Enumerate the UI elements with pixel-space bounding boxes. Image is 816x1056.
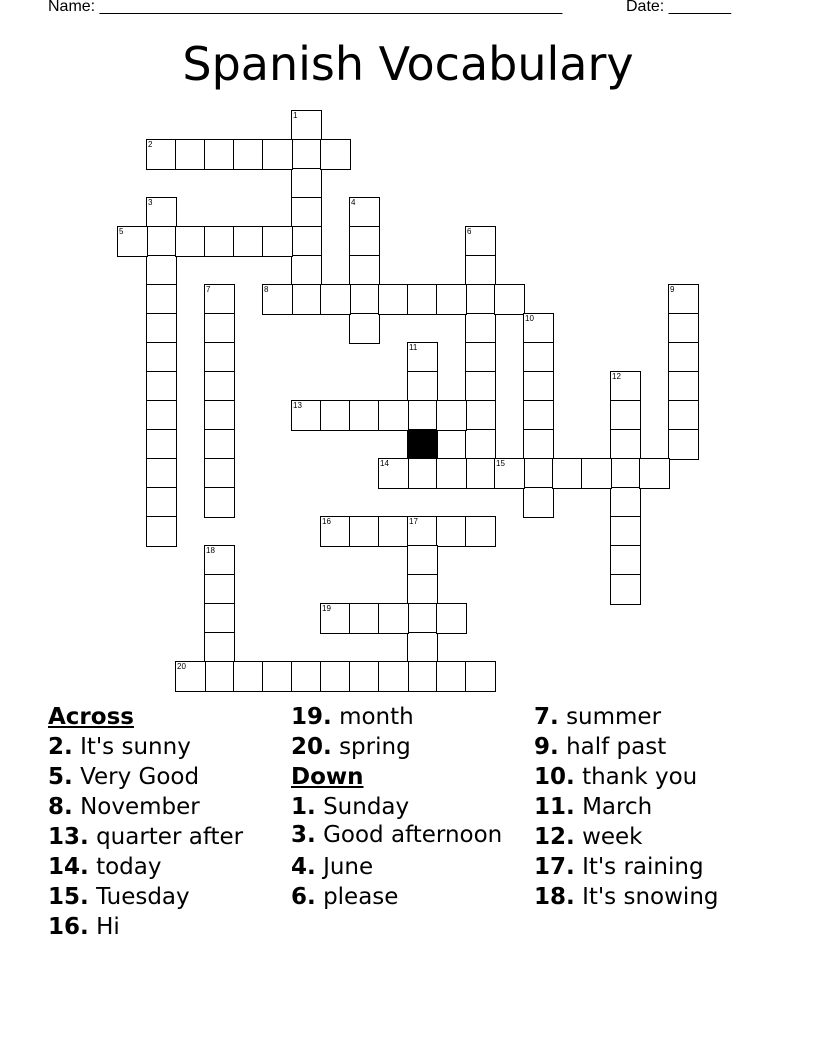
crossword-cell bbox=[291, 255, 322, 286]
crossword-cell bbox=[146, 342, 177, 373]
crossword-cell bbox=[668, 400, 699, 431]
crossword-cell bbox=[204, 342, 235, 373]
clue-text: Sunday bbox=[323, 794, 410, 820]
crossword-cell bbox=[320, 516, 351, 547]
crossword-cell bbox=[146, 516, 177, 547]
cell-number: 4 bbox=[351, 198, 356, 207]
crossword-cell bbox=[262, 284, 293, 315]
clue-text: November bbox=[80, 794, 200, 820]
crossword-cell bbox=[291, 226, 322, 257]
crossword-cell bbox=[407, 400, 438, 431]
crossword-cell bbox=[407, 545, 438, 576]
clue-text: Very Good bbox=[80, 764, 200, 790]
clue-number: 10. bbox=[534, 764, 575, 790]
clue-text: thank you bbox=[582, 764, 698, 790]
crossword-cell bbox=[465, 400, 496, 431]
crossword-cell bbox=[436, 603, 467, 634]
cell-number: 11 bbox=[409, 343, 418, 352]
clue-number: 3. bbox=[291, 822, 316, 848]
clue-number: 4. bbox=[291, 854, 316, 880]
crossword-cell bbox=[436, 400, 467, 431]
crossword-cell bbox=[204, 661, 235, 692]
clue-text: spring bbox=[339, 734, 411, 760]
cell-number: 14 bbox=[380, 459, 389, 468]
crossword-cell bbox=[204, 226, 235, 257]
clue-number: 20. bbox=[291, 734, 332, 760]
crossword-cell bbox=[465, 313, 496, 344]
crossword-cell bbox=[523, 429, 554, 460]
clue-text: Hi bbox=[96, 914, 120, 940]
clue-number: 12. bbox=[534, 824, 575, 850]
clue-text: please bbox=[323, 884, 399, 910]
crossword-cell bbox=[320, 603, 351, 634]
crossword-cell bbox=[465, 371, 496, 402]
down-heading: Down bbox=[291, 764, 364, 790]
crossword-cell bbox=[146, 313, 177, 344]
page-title: Spanish Vocabulary bbox=[182, 37, 634, 91]
clue-down-18 bbox=[534, 882, 804, 912]
clue-number: 15. bbox=[48, 884, 89, 910]
clue-across-15 bbox=[48, 882, 283, 912]
crossword-cell bbox=[117, 226, 148, 257]
crossword-cell bbox=[436, 516, 467, 547]
cell-number: 19 bbox=[322, 604, 331, 613]
crossword-cell bbox=[610, 429, 641, 460]
crossword-cell bbox=[204, 632, 235, 663]
crossword-cell bbox=[291, 284, 322, 315]
clue-down-11 bbox=[534, 792, 804, 822]
crossword-cell bbox=[349, 255, 380, 286]
crossword-cell bbox=[146, 487, 177, 518]
crossword-cell bbox=[291, 110, 322, 141]
crossword-cell bbox=[523, 458, 554, 489]
cell-number: 17 bbox=[409, 517, 418, 526]
crossword-cell bbox=[668, 342, 699, 373]
crossword-cell bbox=[175, 226, 206, 257]
clue-number: 17. bbox=[534, 854, 575, 880]
crossword-cell bbox=[349, 197, 380, 228]
crossword-cell bbox=[233, 139, 264, 170]
crossword-cell bbox=[407, 574, 438, 605]
cell-number: 15 bbox=[496, 459, 505, 468]
clues-column-3 bbox=[534, 702, 804, 912]
crossword-cell bbox=[146, 284, 177, 315]
crossword-cell bbox=[146, 226, 177, 257]
crossword-cell bbox=[204, 458, 235, 489]
crossword-cell bbox=[291, 661, 322, 692]
crossword-cell bbox=[291, 168, 322, 199]
crossword-cell bbox=[204, 284, 235, 315]
crossword-cell bbox=[610, 516, 641, 547]
clues-column-1 bbox=[48, 702, 283, 942]
clue-across-16 bbox=[48, 912, 283, 942]
crossword-cell bbox=[262, 139, 293, 170]
cell-number: 6 bbox=[467, 227, 472, 236]
crossword-cell bbox=[610, 458, 641, 489]
crossword-cell bbox=[378, 400, 409, 431]
crossword-cell bbox=[465, 661, 496, 692]
crossword-cell bbox=[233, 661, 264, 692]
crossword-cell bbox=[523, 313, 554, 344]
crossword-cell bbox=[407, 371, 438, 402]
cell-number: 7 bbox=[206, 285, 211, 294]
crossword-cell bbox=[378, 516, 409, 547]
crossword-cell bbox=[407, 632, 438, 663]
crossword-cell bbox=[349, 661, 380, 692]
crossword-cell bbox=[494, 458, 525, 489]
crossword-cell bbox=[407, 458, 438, 489]
crossword-cell bbox=[320, 661, 351, 692]
clue-down-6 bbox=[291, 882, 521, 912]
date-field-label: Date: _______ bbox=[626, 0, 731, 15]
crossword-cell bbox=[175, 661, 206, 692]
crossword-cell bbox=[349, 516, 380, 547]
crossword-cell bbox=[465, 284, 496, 315]
crossword-cell bbox=[407, 661, 438, 692]
clue-text: quarter after bbox=[96, 824, 244, 850]
cell-number: 2 bbox=[148, 140, 153, 149]
crossword-cell bbox=[349, 313, 380, 344]
cell-number: 16 bbox=[322, 517, 331, 526]
crossword-cell bbox=[233, 226, 264, 257]
crossword-cell bbox=[175, 139, 206, 170]
cell-number: 9 bbox=[670, 285, 675, 294]
crossword-cell bbox=[320, 284, 351, 315]
crossword-cell bbox=[407, 516, 438, 547]
crossword-cell bbox=[610, 400, 641, 431]
cell-number: 5 bbox=[119, 227, 124, 236]
crossword-cell bbox=[523, 342, 554, 373]
crossword-cell bbox=[204, 313, 235, 344]
cell-number: 18 bbox=[206, 546, 215, 555]
clue-across-8 bbox=[48, 792, 283, 822]
cell-number: 12 bbox=[612, 372, 621, 381]
crossword-cell bbox=[610, 371, 641, 402]
crossword-cell bbox=[349, 603, 380, 634]
clue-number: 8. bbox=[48, 794, 73, 820]
crossword-cell bbox=[610, 545, 641, 576]
crossword-cell bbox=[523, 487, 554, 518]
crossword-cell bbox=[581, 458, 612, 489]
crossword-cell bbox=[262, 661, 293, 692]
crossword-cell bbox=[262, 226, 293, 257]
clue-text: Tuesday bbox=[96, 884, 190, 910]
clue-number: 6. bbox=[291, 884, 316, 910]
crossword-cell bbox=[668, 313, 699, 344]
crossword-cell bbox=[465, 226, 496, 257]
crossword-cell bbox=[494, 284, 525, 315]
crossword-cell bbox=[204, 545, 235, 576]
clue-text: It's raining bbox=[582, 854, 704, 880]
crossword-cell bbox=[146, 371, 177, 402]
crossword-cell bbox=[320, 400, 351, 431]
crossword-cell bbox=[407, 603, 438, 634]
crossword-cell bbox=[465, 516, 496, 547]
crossword-cell bbox=[204, 487, 235, 518]
clue-down-10 bbox=[534, 762, 804, 792]
clue-number: 9. bbox=[534, 734, 559, 760]
crossword-cell bbox=[204, 574, 235, 605]
across-heading: Across bbox=[48, 704, 134, 730]
clue-text: June bbox=[323, 854, 374, 880]
crossword-cell bbox=[204, 603, 235, 634]
crossword-cell bbox=[146, 197, 177, 228]
clue-text: It's sunny bbox=[80, 734, 191, 760]
clue-across-2 bbox=[48, 732, 283, 762]
crossword-cell bbox=[146, 139, 177, 170]
crossword-cell bbox=[668, 429, 699, 460]
crossword-cell bbox=[204, 139, 235, 170]
clue-text: month bbox=[339, 704, 414, 730]
crossword-cell bbox=[320, 139, 351, 170]
clue-across-5 bbox=[48, 762, 283, 792]
clue-number: 1. bbox=[291, 794, 316, 820]
crossword-cell bbox=[668, 371, 699, 402]
clue-down-12 bbox=[534, 822, 804, 852]
crossword-cell bbox=[349, 400, 380, 431]
clue-number: 19. bbox=[291, 704, 332, 730]
clue-number: 2. bbox=[48, 734, 73, 760]
clue-number: 11. bbox=[534, 794, 575, 820]
cell-number: 13 bbox=[293, 401, 302, 410]
crossword-cell bbox=[407, 284, 438, 315]
crossword-cell bbox=[436, 458, 467, 489]
cell-number: 3 bbox=[148, 198, 153, 207]
clue-down-7 bbox=[534, 702, 804, 732]
header bbox=[48, 0, 748, 20]
crossword-cell bbox=[378, 661, 409, 692]
cell-number: 10 bbox=[525, 314, 534, 323]
clue-across-20 bbox=[291, 732, 521, 762]
crossword-cell bbox=[639, 458, 670, 489]
crossword-cell bbox=[204, 371, 235, 402]
crossword-cell bbox=[291, 197, 322, 228]
crossword-cell bbox=[349, 226, 380, 257]
crossword-cell bbox=[378, 284, 409, 315]
clue-number: 5. bbox=[48, 764, 73, 790]
clue-down-4 bbox=[291, 852, 521, 882]
cell-number: 8 bbox=[264, 285, 269, 294]
clue-number: 13. bbox=[48, 824, 89, 850]
crossword-cell bbox=[146, 429, 177, 460]
clue-across-14 bbox=[48, 852, 283, 882]
cell-number: 1 bbox=[293, 111, 298, 120]
crossword-cell bbox=[465, 429, 496, 460]
crossword-cell bbox=[668, 284, 699, 315]
clues-column-2 bbox=[291, 702, 521, 912]
crossword-cell bbox=[523, 400, 554, 431]
crossword-cell bbox=[146, 255, 177, 286]
clue-text: It's snowing bbox=[582, 884, 719, 910]
clue-text: today bbox=[96, 854, 162, 880]
clue-text: Good afternoon bbox=[323, 822, 503, 848]
crossword-cell bbox=[291, 400, 322, 431]
crossword-cell bbox=[523, 371, 554, 402]
clue-number: 18. bbox=[534, 884, 575, 910]
crossword-cell bbox=[465, 458, 496, 489]
clue-text: week bbox=[582, 824, 643, 850]
crossword-cell bbox=[291, 139, 322, 170]
clue-number: 14. bbox=[48, 854, 89, 880]
clue-number: 16. bbox=[48, 914, 89, 940]
clue-down-3 bbox=[291, 822, 521, 852]
black-square bbox=[407, 429, 438, 460]
clue-down-1 bbox=[291, 792, 521, 822]
clue-number: 7. bbox=[534, 704, 559, 730]
crossword-cell bbox=[204, 429, 235, 460]
crossword-cell bbox=[465, 255, 496, 286]
crossword-cell bbox=[407, 342, 438, 373]
crossword-cell bbox=[146, 458, 177, 489]
clue-down-9 bbox=[534, 732, 804, 762]
clue-across-19 bbox=[291, 702, 521, 732]
crossword-cell bbox=[610, 487, 641, 518]
clue-text: March bbox=[582, 794, 653, 820]
crossword-cell bbox=[465, 342, 496, 373]
name-field-label: Name: ____________________________________________________ bbox=[48, 0, 563, 15]
crossword-cell bbox=[146, 400, 177, 431]
crossword-cell bbox=[204, 400, 235, 431]
clue-text: summer bbox=[566, 704, 662, 730]
cell-number: 20 bbox=[177, 662, 186, 671]
clue-down-17 bbox=[534, 852, 804, 882]
crossword-cell bbox=[349, 284, 380, 315]
crossword-cell bbox=[378, 458, 409, 489]
clue-across-13 bbox=[48, 822, 283, 852]
crossword-cell bbox=[610, 574, 641, 605]
crossword-cell bbox=[436, 284, 467, 315]
clue-text: half past bbox=[566, 734, 667, 760]
crossword-cell bbox=[378, 603, 409, 634]
crossword-cell bbox=[436, 661, 467, 692]
crossword-cell bbox=[552, 458, 583, 489]
